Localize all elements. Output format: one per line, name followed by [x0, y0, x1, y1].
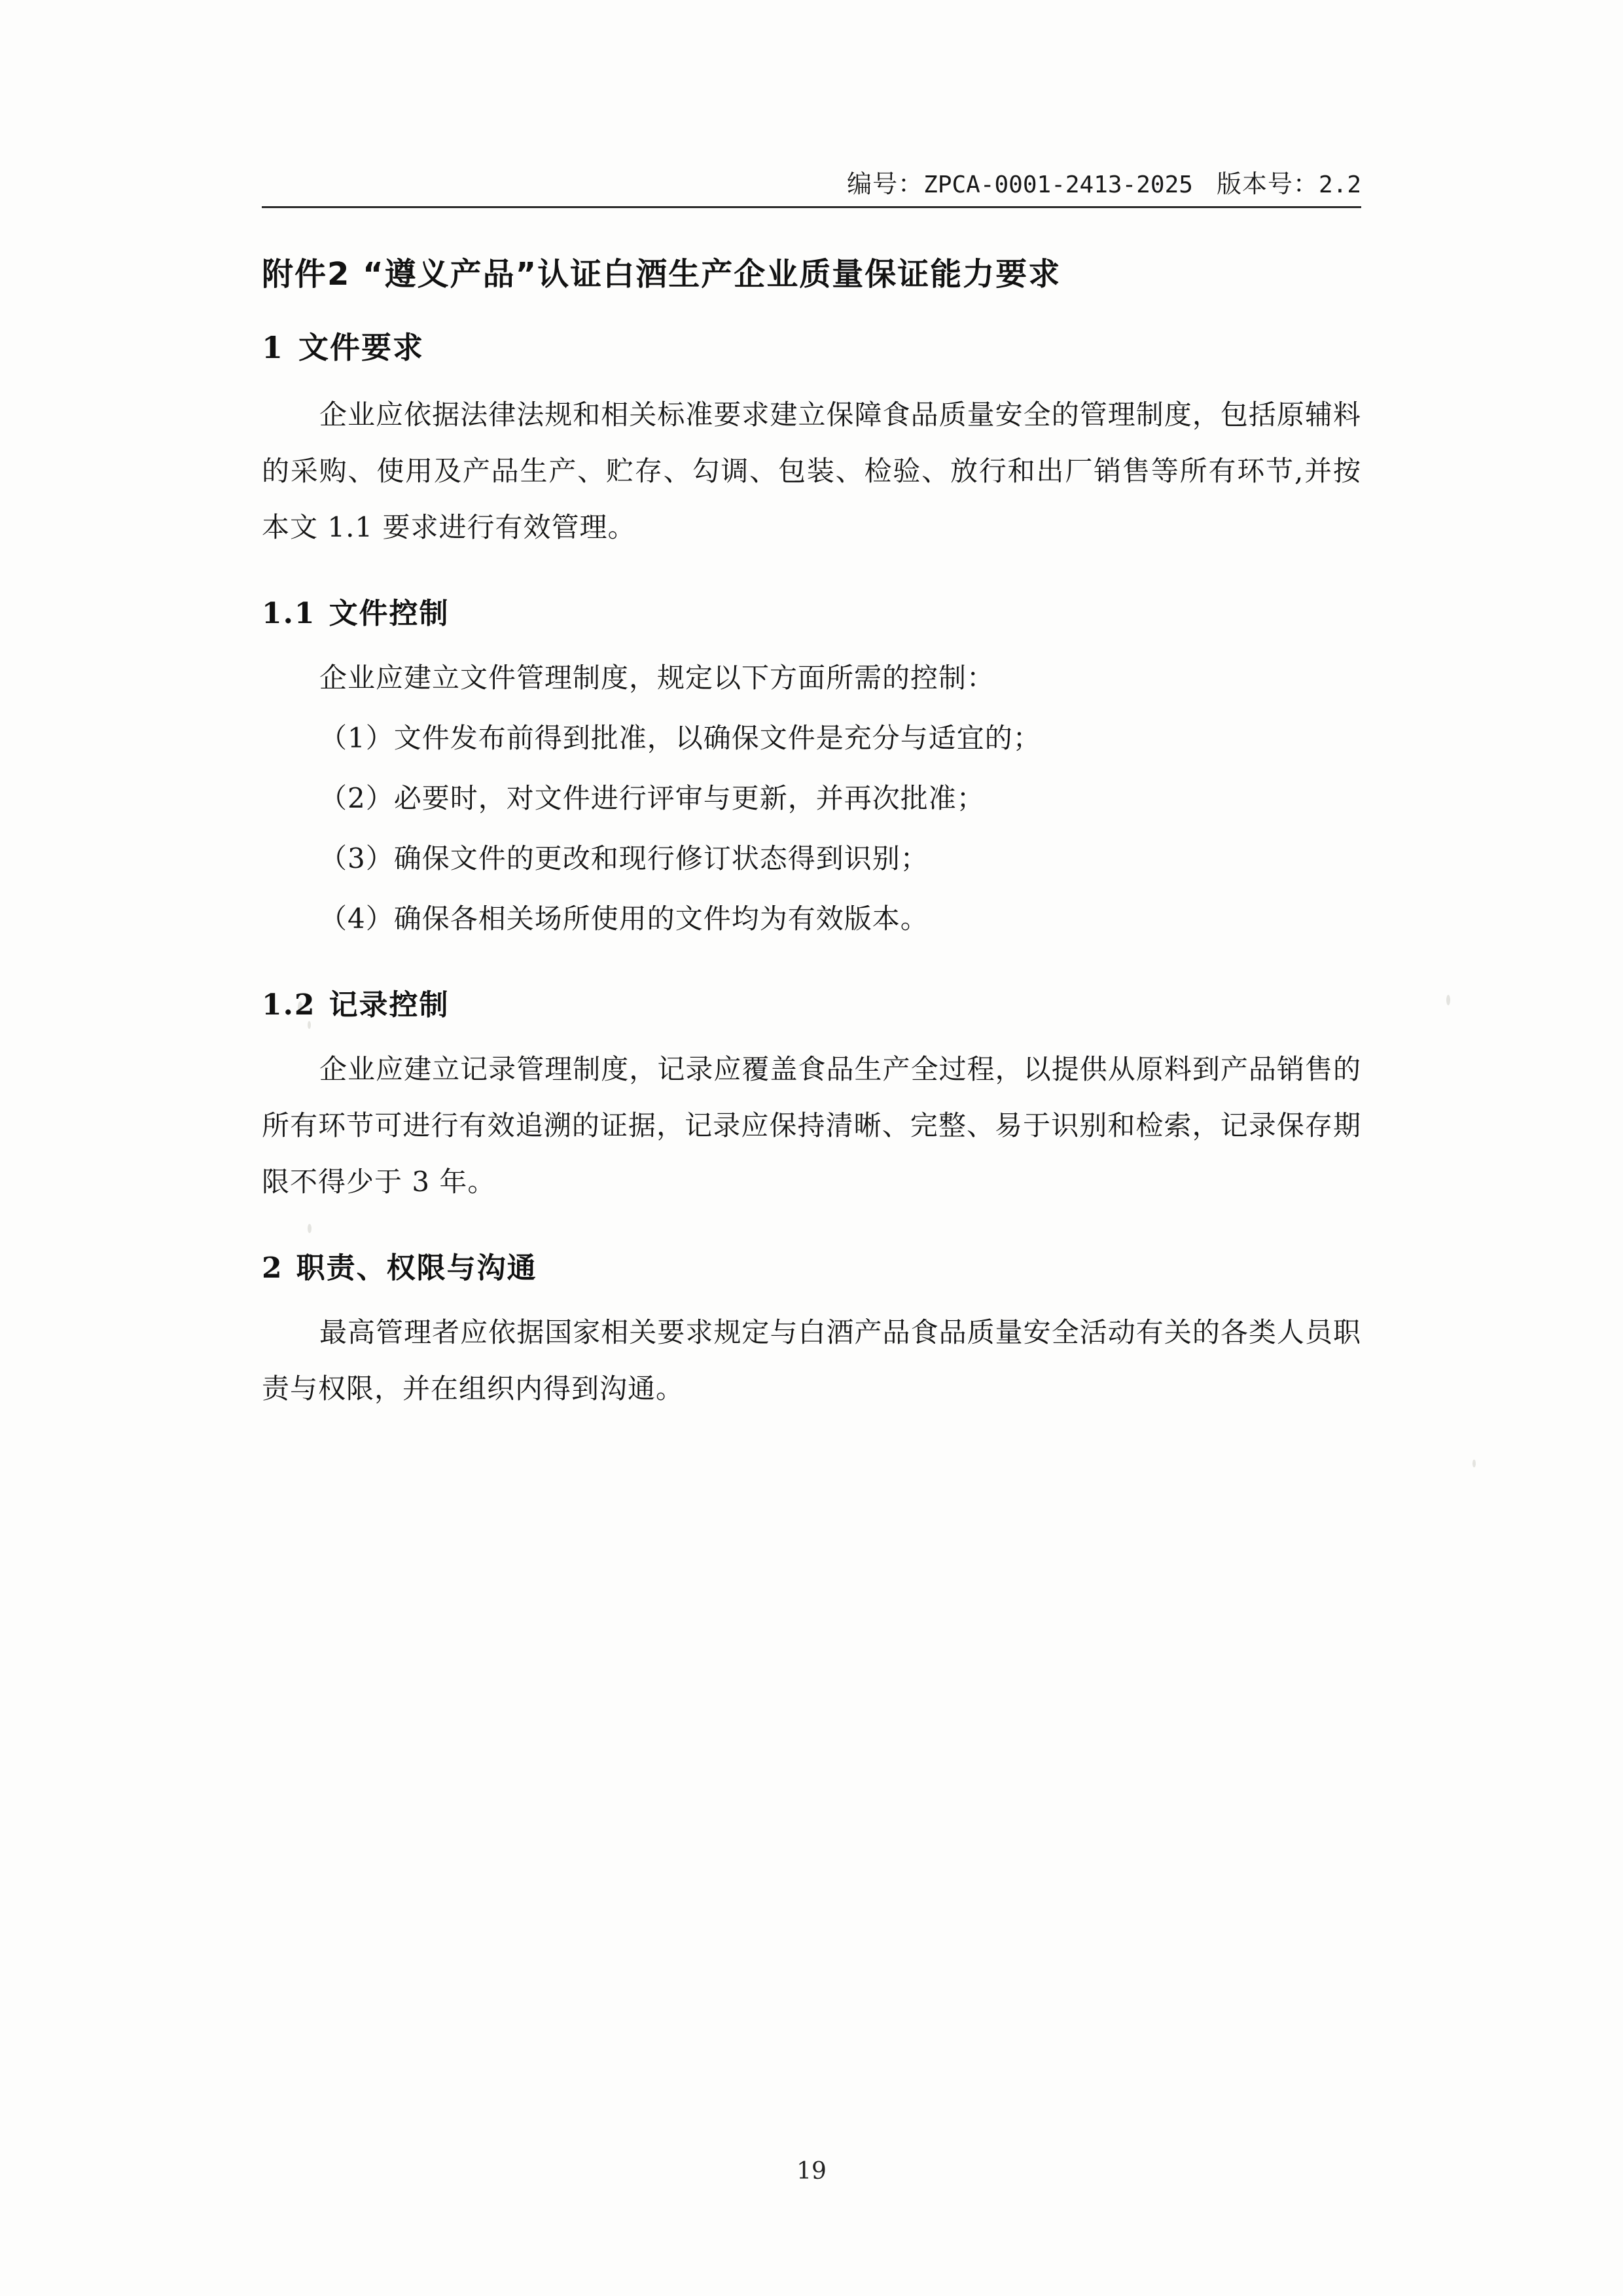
- scan-speck: [1472, 1460, 1476, 1467]
- attachment-title: 附件2 “遵义产品”认证白酒生产企业质量保证能力要求: [262, 256, 1061, 293]
- section-title: 职责、权限与沟通: [296, 1251, 537, 1285]
- paragraph: 最高管理者应依据国家相关要求规定与白酒产品食品质量安全活动有关的各类人员职责与权限，并在组织内得到沟通。: [262, 1316, 1361, 1405]
- code-label: 编号：: [847, 170, 924, 198]
- document-header: [262, 164, 1361, 200]
- header-divider: [262, 206, 1361, 208]
- scan-speck: [1446, 995, 1450, 1005]
- section-number: 1: [262, 330, 285, 365]
- section-heading-1-1: [262, 590, 1361, 632]
- section-title: 记录控制: [329, 988, 450, 1022]
- section-title: 文件要求: [298, 330, 425, 365]
- version-value: 2.2: [1318, 171, 1361, 198]
- list-item: （1）文件发布前得到批准，以确保文件是充分与适宜的；: [319, 722, 1041, 754]
- paragraph-lead: 企业应建立文件管理制度，规定以下方面所需的控制：: [319, 662, 995, 694]
- paragraph: 企业应依据法律法规和相关标准要求建立保障食品质量安全的管理制度，包括原辅料的采购、使用及产品生产、贮存、勾调、包装、检验、放行和出厂销售等所有环节,并按本文 1.1 要求进行有效管理。: [262, 399, 1361, 543]
- version-label: 版本号：: [1216, 170, 1319, 198]
- paragraph: 企业应建立记录管理制度，记录应覆盖食品生产全过程，以提供从原料到产品销售的所有环节可进行有效追溯的证据，记录应保持清晰、完整、易于识别和检索，记录保存期限不得少于 3 年。: [262, 1053, 1361, 1198]
- section-heading-2: [262, 1244, 1361, 1286]
- section-heading-1: [262, 324, 1361, 367]
- section-title: 文件控制: [329, 597, 450, 630]
- code-value: ZPCA-0001-2413-2025: [923, 171, 1193, 198]
- section-number: 1.1: [262, 597, 316, 630]
- list-item: （3）确保文件的更改和现行修订状态得到识别；: [319, 842, 929, 874]
- document-body: [262, 249, 1361, 1429]
- section-number: 1.2: [262, 988, 316, 1022]
- list-item: （2）必要时，对文件进行评审与更新，并再次批准；: [319, 782, 985, 814]
- page-number: 19: [796, 2158, 827, 2185]
- section-number: 2: [262, 1251, 283, 1285]
- list-item: （4）确保各相关场所使用的文件均为有效版本。: [319, 903, 929, 935]
- section-heading-1-2: [262, 981, 1361, 1023]
